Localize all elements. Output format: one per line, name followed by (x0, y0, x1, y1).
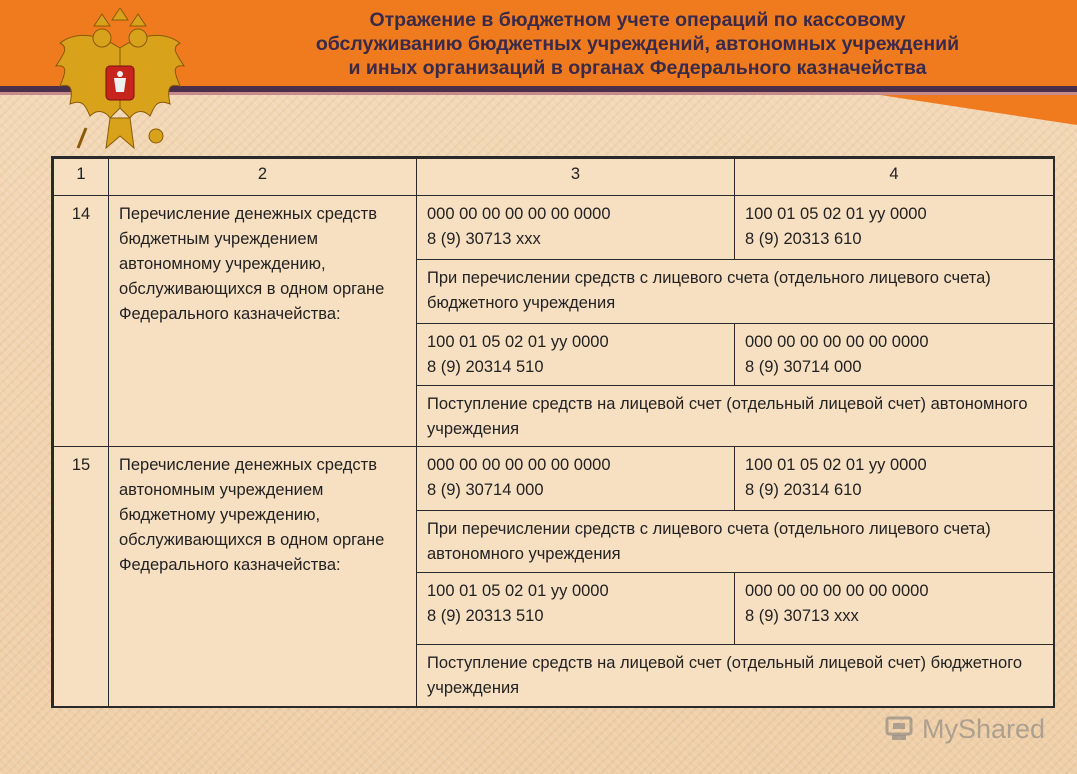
table-row (54, 196, 1054, 260)
title-line-3: и иных организаций в органах Федерального казначейства (348, 57, 927, 79)
myshared-logo-icon (884, 715, 914, 743)
account-code: 000 00 00 00 00 00 0000 (427, 205, 611, 223)
table-row (54, 447, 1054, 511)
operation-description: Перечисление денежных средств бюджетным учреждением автономному учреждению, обслуживающихся в одном органе Федерального казначейства: (109, 196, 417, 447)
column-header: 3 (417, 159, 735, 196)
account-code: 8 (9) 30714 000 (427, 481, 544, 499)
title-line-1: Отражение в бюджетном учете операций по кассовому (369, 9, 906, 31)
title-line-2: обслуживанию бюджетных учреждений, автономных учреждений (315, 33, 960, 55)
account-code: 000 00 00 00 00 00 0000 (745, 582, 929, 600)
column-header: 1 (54, 159, 109, 196)
table-header-row (54, 159, 1054, 196)
account-code: 8 (9) 30714 000 (745, 358, 862, 376)
debit-account (417, 324, 735, 386)
account-code: 8 (9) 20314 610 (745, 481, 862, 499)
account-code: 8 (9) 20313 510 (427, 607, 544, 625)
account-code: 100 01 05 02 01 уу 0000 (745, 205, 927, 223)
debit-account (417, 573, 735, 645)
debit-account (417, 447, 735, 511)
account-code: 8 (9) 30713 ххх (745, 607, 859, 625)
account-code: 000 00 00 00 00 00 0000 (427, 456, 611, 474)
account-code: 100 01 05 02 01 уу 0000 (427, 333, 609, 351)
debit-account (417, 196, 735, 260)
account-code: 8 (9) 20314 510 (427, 358, 544, 376)
column-header: 4 (735, 159, 1054, 196)
column-header: 2 (109, 159, 417, 196)
credit-account (735, 573, 1054, 645)
row-number: 14 (54, 196, 109, 447)
watermark (884, 711, 1054, 751)
account-code: 100 01 05 02 01 уу 0000 (427, 582, 609, 600)
accounting-entries-table (53, 158, 1054, 707)
page-title (200, 8, 1075, 80)
entry-note: При перечислении средств с лицевого счета (отдельного лицевого счета) бюджетного учреждения (417, 260, 1054, 324)
credit-account (735, 324, 1054, 386)
operation-description: Перечисление денежных средств автономным учреждением бюджетному учреждению, обслуживающихся в одном органе Федерального казначейства: (109, 447, 417, 707)
entry-note: При перечислении средств с лицевого счета (отдельного лицевого счета) автономного учреждения (417, 511, 1054, 573)
account-code: 000 00 00 00 00 00 0000 (745, 333, 929, 351)
coat-of-arms-emblem (50, 8, 190, 156)
credit-account (735, 196, 1054, 260)
account-code: 8 (9) 30713 ххх (427, 230, 541, 248)
entry-note: Поступление средств на лицевой счет (отдельный лицевой счет) автономного учреждения (417, 386, 1054, 447)
header-corner-decoration (880, 95, 1077, 125)
watermark-text: MyShared (922, 714, 1046, 744)
account-code: 100 01 05 02 01 уу 0000 (745, 456, 927, 474)
credit-account (735, 447, 1054, 511)
entry-note: Поступление средств на лицевой счет (отдельный лицевой счет) бюджетного учреждения (417, 645, 1054, 707)
row-number: 15 (54, 447, 109, 707)
account-code: 8 (9) 20313 610 (745, 230, 862, 248)
